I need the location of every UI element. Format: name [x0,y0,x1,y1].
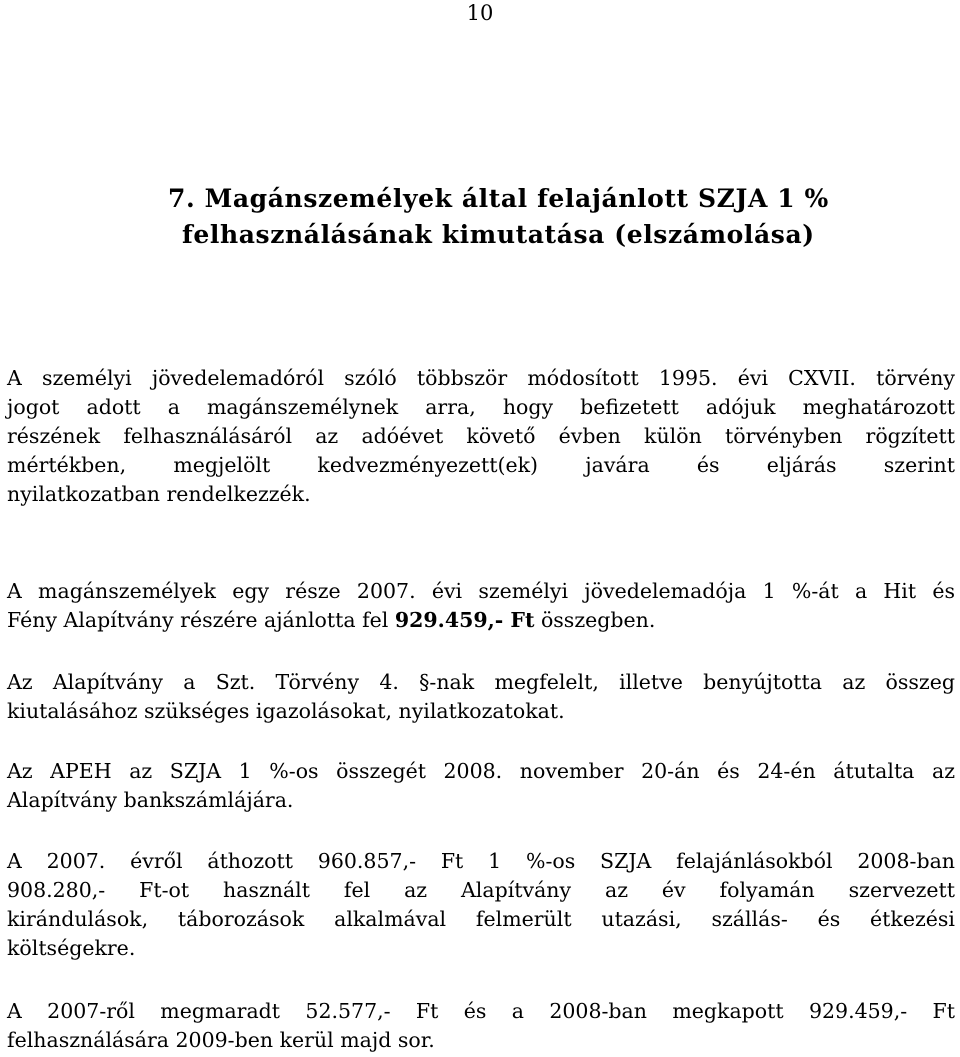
paragraph-line: mértékben, megjelölt kedvezményezett(ek) javára és eljárás szerint [7,453,955,477]
paragraph-line: kiutalásához szükséges igazolásokat, nyilatkozatokat. [7,699,565,723]
paragraph-line: jogot adott a magánszemélynek arra, hogy befizetett adójuk meghatározott [7,395,955,419]
donation-amount: 929.459,- Ft [394,608,535,632]
paragraph-legal-basis [7,364,955,509]
paragraph-transfer [7,757,955,815]
paragraph-line: Alapítvány bankszámlájára. [7,788,294,812]
paragraph-line: költségekre. [7,936,136,960]
paragraph-line: A magánszemélyek egy része 2007. évi személyi jövedelemadója 1 %-át a Hit és [7,579,955,603]
paragraph-line: 908.280,- Ft-ot használt fel az Alapítvány az év folyamán szervezett [7,878,955,902]
section-heading [168,181,908,253]
paragraph-line: A személyi jövedelemadóról szóló többször módosított 1995. évi CXVII. törvény [7,366,955,390]
text-fragment: összegben. [534,608,656,632]
paragraph-line: felhasználására 2009-ben kerül majd sor. [7,1028,435,1052]
paragraph-usage [7,847,955,963]
heading-line-1: 7. Magánszemélyek által felajánlott SZJA 1 % [168,184,829,213]
paragraph-line: nyilatkozatban rendelkezzék. [7,482,311,506]
paragraph-line: Az Alapítvány a Szt. Törvény 4. §-nak megfelelt, illetve benyújtotta az összeg [7,670,955,694]
text-fragment: Fény Alapítvány részére ajánlotta fel [7,608,395,632]
paragraph-remaining [7,997,955,1055]
paragraph-line [7,606,955,635]
heading-line-2: felhasználásának kimutatása (elszámolása) [182,220,815,249]
page-number: 10 [466,1,494,25]
paragraph-compliance [7,668,955,726]
paragraph-line: Az APEH az SZJA 1 %-os összegét 2008. november 20-án és 24-én átutalta az [7,759,955,783]
paragraph-line: A 2007-ről megmaradt 52.577,- Ft és a 2008-ban megkapott 929.459,- Ft [7,999,955,1023]
paragraph-line: részének felhasználásáról az adóévet követő évben külön törvényben rögzített [7,424,955,448]
paragraph-line: A 2007. évről áthozott 960.857,- Ft 1 %-os SZJA felajánlásokból 2008-ban [7,849,955,873]
paragraph-donation [7,577,955,635]
paragraph-line: kirándulások, táborozások alkalmával felmerült utazási, szállás- és étkezési [7,907,955,931]
